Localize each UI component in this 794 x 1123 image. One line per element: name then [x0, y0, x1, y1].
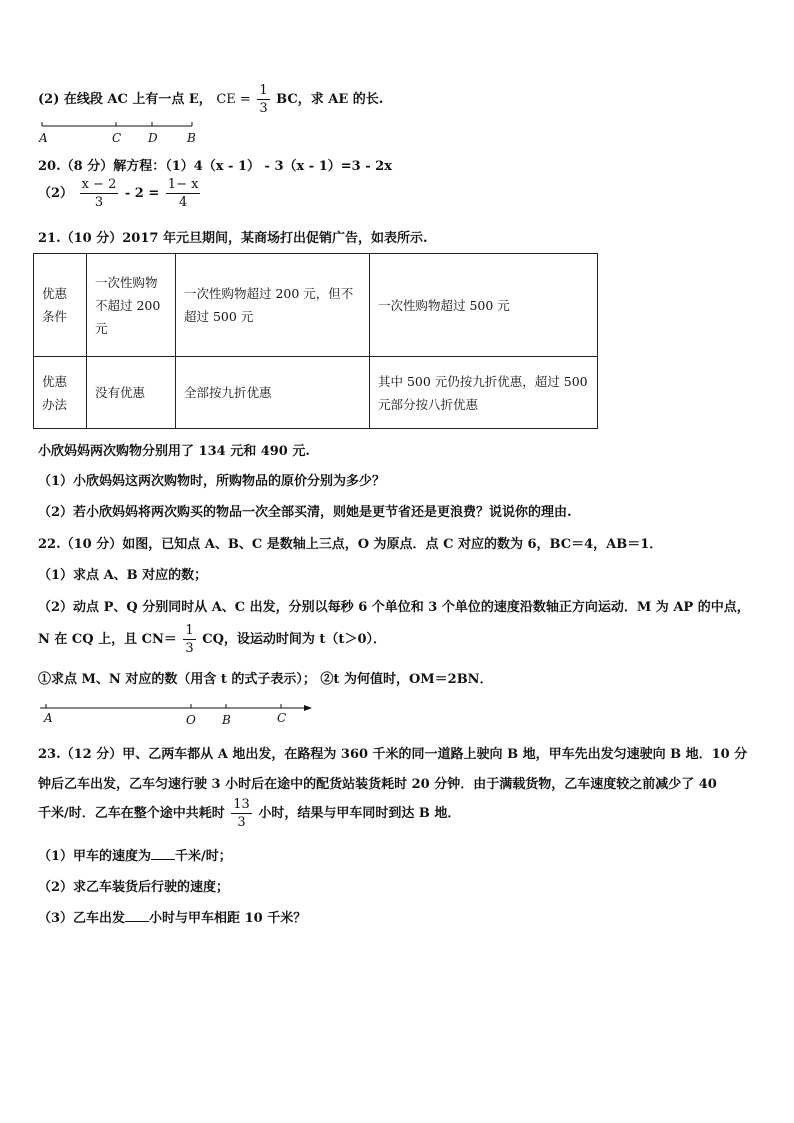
- answer-blank[interactable]: [125, 909, 149, 922]
- q19-fraction-num: 1: [259, 83, 268, 98]
- q22-part1: （1）求点 A、B 对应的数；: [38, 568, 208, 583]
- q21-part2: （2）若小欣妈妈将两次购买的物品一次全部买清，则她是更节省还是更浪费？说说你的理由.: [38, 505, 572, 520]
- segment-label-d: D: [148, 131, 158, 145]
- q21-header: 21.（10 分）2017 年元旦期间，某商场打出促销广告，如表所示.: [38, 231, 428, 246]
- number-line-label-c: C: [277, 711, 287, 725]
- q21-part1: （1）小欣妈妈这两次购物时，所购物品的原价分别为多少？: [38, 474, 386, 489]
- q22-part2b-pre: N 在 CQ 上，且 CN＝: [38, 632, 177, 647]
- q23-part1-pre: （1）甲车的速度为: [38, 849, 152, 864]
- arrow-icon: [304, 705, 312, 711]
- number-line-label-a: A: [44, 711, 53, 725]
- q20-part2: [38, 178, 202, 209]
- number-line-figure: [36, 700, 316, 728]
- segment-label-a: A: [39, 131, 48, 145]
- number-line-label-o: O: [186, 713, 196, 727]
- q23-fraction-num: 13: [233, 797, 250, 812]
- table-cell: 一次性购物超过 200 元，但不 超过 500 元: [176, 254, 370, 357]
- promo-table: [33, 253, 598, 429]
- q23-line2: 钟后乙车出发，乙车匀速行驶 3 小时后在途中的配货站装货耗时 20 分钟．由于满载货物，乙车速度较之前减少了 40: [38, 777, 717, 792]
- q22-part3: ①求点 M、N 对应的数（用含 t 的式子表示）； ②t 为何值时，OM＝2BN．: [38, 672, 493, 687]
- q22-part2b: [38, 624, 386, 655]
- q19-fraction: [257, 84, 269, 115]
- q23-part1: [38, 845, 232, 864]
- q19-fraction-den: 3: [259, 101, 268, 116]
- q23-line3-pre: 千米/时．乙车在整个途中共耗时: [38, 806, 225, 821]
- q22-header: 22.（10 分）如图，已知点 A、B、C 是数轴上三点，O 为原点．点 C 对应的数为 6，BC＝4，AB＝1．: [38, 537, 663, 552]
- q19-part2-ce: CE =: [216, 92, 251, 107]
- q20-part2-label: （2）: [38, 186, 74, 201]
- q23-line3: [38, 798, 460, 829]
- q23-part3-post: 小时与甲车相距 10 千米？: [149, 911, 307, 926]
- q23-part2: （2）求乙车装货后行驶的速度；: [38, 880, 230, 895]
- q20-fraction-2-num: 1− x: [167, 177, 199, 192]
- table-cell: 全部按九折优惠: [176, 357, 370, 429]
- q22-fraction-num: 1: [185, 623, 194, 638]
- q19-part2: [38, 84, 383, 115]
- q22-part2b-post: CQ，设运动时间为 t（t＞0）．: [202, 632, 386, 647]
- q23-line1: 23.（12 分）甲、乙两车都从 A 地出发，在路程为 360 千米的同一道路上驶向 B 地，甲车先出发匀速驶向 B 地．10 分: [38, 747, 748, 762]
- q22-fraction: [183, 624, 195, 655]
- table-cell: 优惠 办法: [34, 357, 87, 429]
- q23-fraction-den: 3: [237, 815, 246, 830]
- q19-part2-prefix: (2) 在线段 AC 上有一点 E，: [38, 92, 212, 107]
- q22-part2a: （2）动点 P、Q 分别同时从 A、C 出发，分别以每秒 6 个单位和 3 个单位的速度沿数轴正方向运动．M 为 AP 的中点，: [38, 600, 750, 615]
- q20-header: 20.（8 分）解方程：（1）4（x - 1） - 3（x - 1）=3 - 2x: [38, 159, 392, 174]
- q23-part3: [38, 907, 306, 926]
- q20-mid: - 2 =: [124, 186, 160, 201]
- q23-line3-post: 小时，结果与甲车同时到达 B 地．: [258, 806, 461, 821]
- q20-fraction-2: [166, 178, 201, 209]
- q23-part1-post: 千米/时；: [175, 849, 232, 864]
- q19-part2-suffix: BC，求 AE 的长.: [276, 92, 384, 107]
- segment-label-c: C: [112, 131, 122, 145]
- segment-label-b: B: [187, 131, 196, 145]
- q20-fraction-1: [80, 178, 119, 209]
- answer-blank[interactable]: [151, 847, 175, 860]
- q23-part3-pre: （3）乙车出发: [38, 911, 126, 926]
- number-line-label-b: B: [222, 713, 231, 727]
- q20-fraction-2-den: 4: [178, 195, 188, 210]
- q23-fraction: [231, 798, 252, 829]
- table-cell: 一次性购物超过 500 元: [370, 254, 598, 357]
- q22-fraction-den: 3: [185, 641, 194, 656]
- table-cell: 没有优惠: [87, 357, 176, 429]
- table-row: [34, 357, 598, 429]
- table-cell: 其中 500 元仍按九折优惠，超过 500 元部分按八折优惠: [370, 357, 598, 429]
- q20-fraction-1-den: 3: [94, 195, 104, 210]
- q21-intro: 小欣妈妈两次购物分别用了 134 元和 490 元.: [38, 444, 310, 459]
- table-cell: 优惠 条件: [34, 254, 87, 357]
- table-cell: 一次性购物 不超过 200 元: [87, 254, 176, 357]
- segment-figure: [36, 118, 206, 146]
- table-row: [34, 254, 598, 357]
- q20-fraction-1-num: x − 2: [81, 177, 117, 192]
